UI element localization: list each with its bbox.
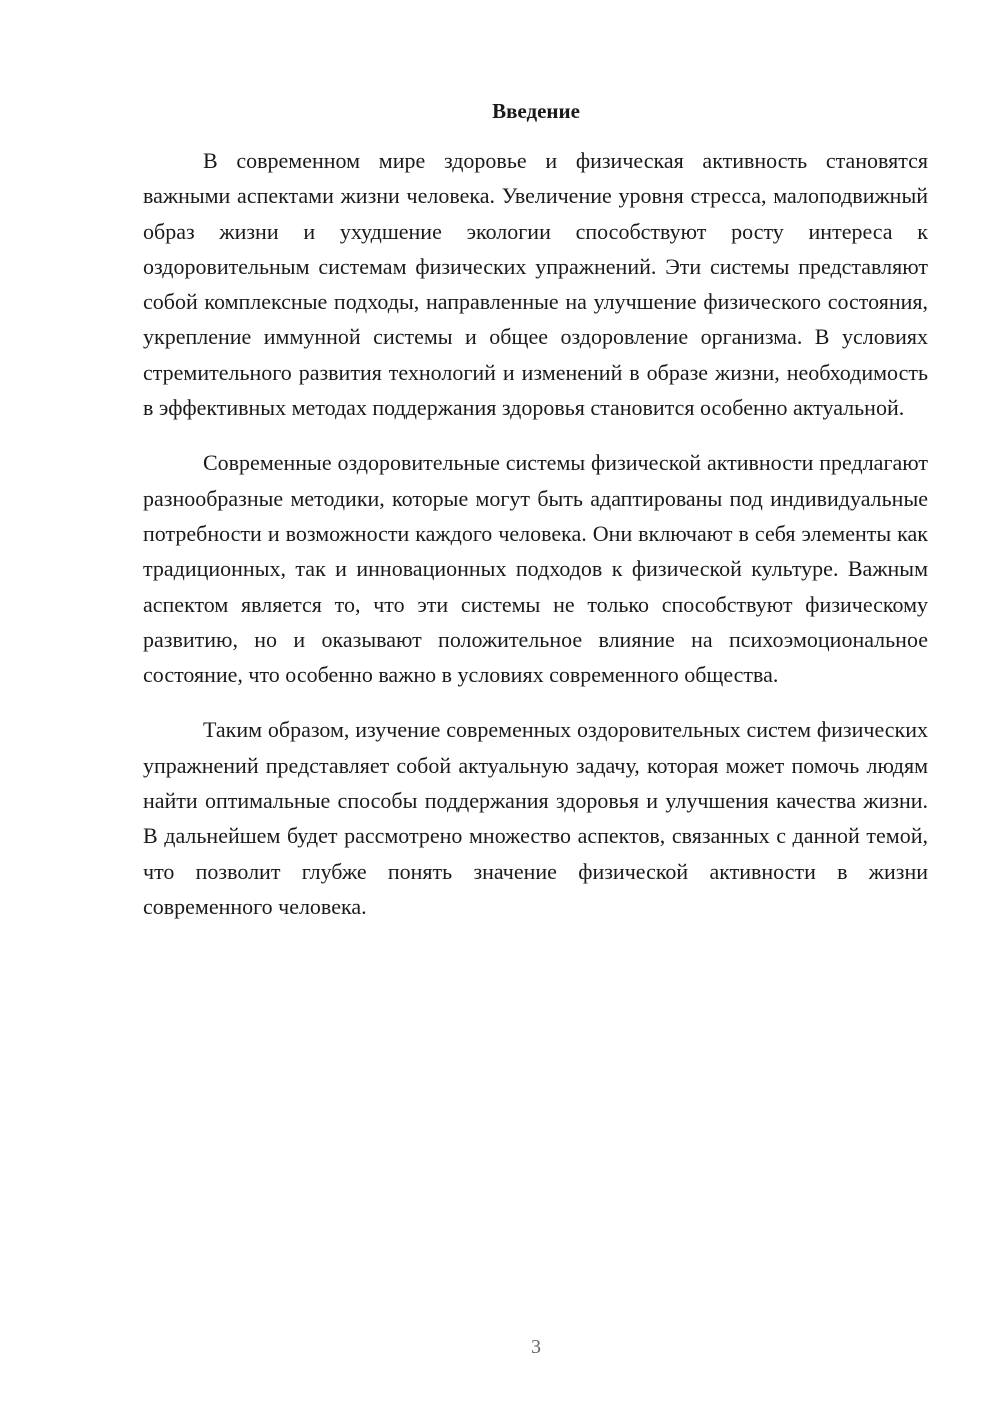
section-heading: Введение	[492, 99, 580, 123]
body-text	[143, 143, 928, 944]
paragraph-3: Таким образом, изучение современных оздоровительных систем физических упражнений представляет собой актуальную задачу, которая может помочь людям найти оптимальные способы поддержания здоровья и улучшения качества жизни. В дальнейшем будет рассмотрено множество аспектов, связанных с данной темой, что позволит глубже понять значение физической активности в жизни современного человека.	[143, 717, 928, 919]
paragraph-1: В современном мире здоровье и физическая активность становятся важными аспектами жизни человека. Увеличение уровня стресса, малоподвижный образ жизни и ухудшение экологии способствуют росту интереса к оздоровительным системам физических упражнений. Эти системы представляют собой комплексные подходы, направленные на улучшение физического состояния, укрепление иммунной системы и общее оздоровление организма. В условиях стремительного развития технологий и изменений в образе жизни, необходимость в эффективных методах поддержания здоровья становится особенно актуальной.	[143, 148, 928, 421]
paragraph-2: Современные оздоровительные системы физической активности предлагают разнообразные методики, которые могут быть адаптированы под индивидуальные потребности и возможности каждого человека. Они включают в себя элементы как традиционных, так и инновационных подходов к физической культуре. Важным аспектом является то, что эти системы не только способствуют физическому развитию, но и оказывают положительное влияние на психоэмоциональное состояние, что особенно важно в условиях современного общества.	[143, 450, 928, 688]
page-number: 3	[531, 1336, 541, 1358]
